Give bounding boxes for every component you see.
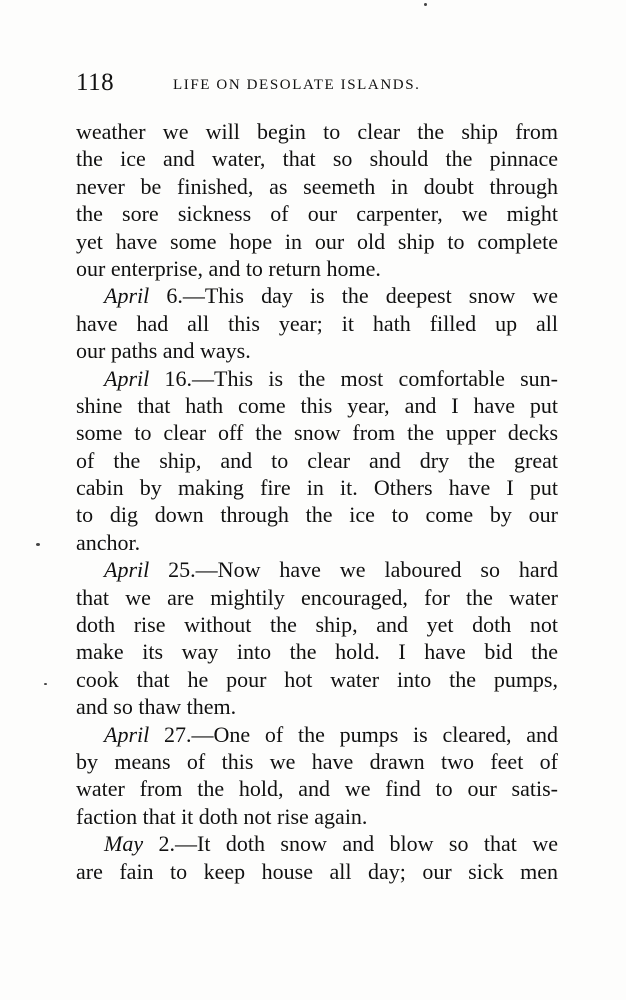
text-line: to dig down through the ice to come by our [76,502,558,528]
scan-speck [44,683,47,685]
page-number: 118 [76,69,115,96]
text-line: our paths and ways. [76,338,251,364]
entry-text: 2.—It doth snow and blow so that we [143,831,558,857]
entry-first-line [76,556,558,583]
entry-first-line [76,830,558,857]
text-line: anchor. [76,529,141,555]
entry-date: May [104,831,144,857]
text-line: cook that he pour hot water into the pumps, [76,666,558,692]
entry-date: April [104,721,150,747]
text-line: the ice and water, that so should the pinnace [76,146,558,172]
entry-text: 16.—This is the most comfortable sun- [149,365,558,391]
text-line: make its way into the hold. I have bid the [76,639,558,665]
scan-speck [424,3,427,6]
text-line: never be finished, as seemeth in doubt through [76,173,558,199]
scan-speck [36,543,40,546]
text-line: yet have some hope in our old ship to complete [76,228,558,254]
text-line: weather we will begin to clear the ship from [76,119,558,144]
text-line: the sore sickness of our carpenter, we might [76,201,558,227]
entry-date: April [104,283,150,309]
text-line: and so thaw them. [76,694,237,720]
entry-first-line [76,282,558,309]
entry-date: April [104,557,150,583]
entry-text: 25.—Now have we laboured so hard [149,557,558,583]
text-line: doth rise without the ship, and yet doth not [76,612,558,638]
text-line: have had all this year; it hath filled up all [76,310,558,336]
text-line: water from the hold, and we find to our satis- [76,776,558,802]
text-line: our enterprise, and to return home. [76,255,381,281]
body-text [76,118,558,885]
text-line: faction that it doth not rise again. [76,803,368,829]
entry-first-line [76,365,558,392]
entry-first-line [76,721,558,748]
text-line: of the ship, and to clear and dry the great [76,447,558,473]
entry-text: 27.—One of the pumps is cleared, and [149,721,558,747]
text-line: cabin by making fire in it. Others have I put [76,475,558,501]
page-header [76,66,558,100]
text-line: some to clear off the snow from the upper decks [76,420,558,446]
entry-text: 6.—This day is the deepest snow we [149,283,558,309]
text-line: are fain to keep house all day; our sick men [76,858,558,884]
text-line: shine that hath come this year, and I have put [76,392,558,418]
running-title: LIFE ON DESOLATE ISLANDS. [173,77,421,93]
entry-date: April [104,365,150,391]
text-line: by means of this we have drawn two feet of [76,748,558,774]
text-line: that we are mightily encouraged, for the water [76,584,558,610]
